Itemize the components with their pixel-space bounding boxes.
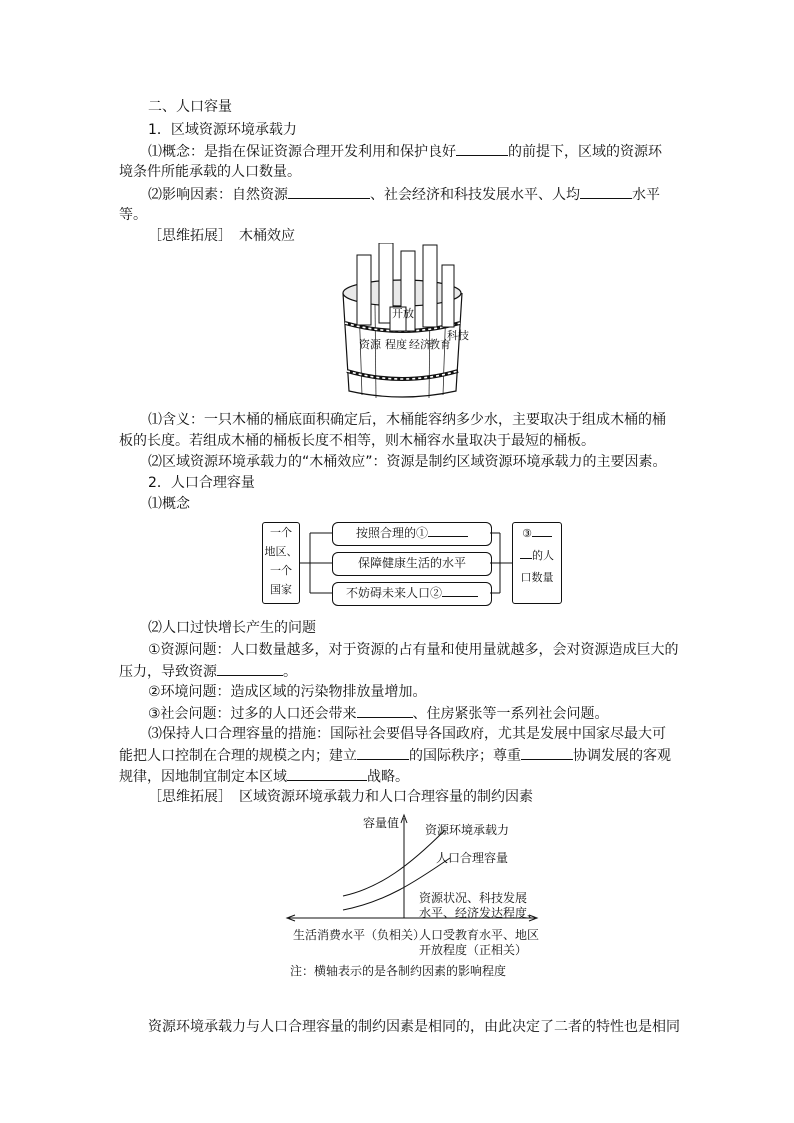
concept-line-1 [148, 141, 662, 162]
y-axis-label: 容量值 [363, 816, 400, 830]
right-label-line-1: 资源状况、科技发展 [419, 891, 528, 905]
blank-ecology[interactable] [456, 141, 508, 156]
blank-human-land[interactable] [521, 745, 573, 760]
measures-line-3 [119, 766, 409, 787]
extension-title-factors: ［思维拓展］ 区域资源环境承载力和人口合理容量的制约因素 [148, 789, 533, 805]
meaning-line-2: 板的长度。若组成木桶的桶板长度不相等，则木桶容水量取决于最短的桶板。 [119, 433, 595, 449]
wooden-barrel-illustration [335, 243, 470, 403]
resource-problem-line-1: ①资源问题：人口数量越多，对于资源的占有量和使用量就越多，会对资源造成巨大的 [148, 642, 679, 658]
diagram-mid-box-1 [332, 522, 492, 546]
diagram-mid-box-2 [332, 552, 492, 576]
measures-line-2 [119, 745, 671, 766]
right-l2-text: 的人 [532, 549, 554, 562]
measures2-text-b: 的国际秩序；尊重 [409, 748, 521, 764]
factors-chart [285, 810, 545, 982]
mid2-text: 保障健康生活的水平 [357, 556, 466, 570]
res2-text-b: 。 [283, 664, 297, 680]
curve1-label: 资源环境承载力 [425, 823, 510, 837]
concept-diagram [262, 520, 562, 608]
right-label-line-4: 开放程度（正相关） [419, 943, 528, 957]
stave-label-tech: 科技 [447, 329, 469, 342]
measures3-text-b: 战略。 [367, 769, 409, 785]
concept2-heading: ⑴概念 [148, 496, 190, 512]
sub-heading-carrying-capacity: 1．区域资源环境承载力 [148, 122, 297, 138]
blank-consumption[interactable] [580, 184, 632, 199]
section-heading: 二、人口容量 [148, 99, 232, 115]
factors-text-c: 水平 [632, 187, 660, 203]
blank-employment[interactable] [357, 703, 413, 718]
concept-line-2: 境条件所能承载的人口数量。 [119, 164, 301, 180]
stave-label-economy: 经济 [409, 338, 431, 351]
measures2-text-c: 协调发展的客观 [573, 748, 671, 764]
left-line-3: 一个 [270, 564, 292, 577]
measures3-text-a: 规律，因地制宜制定本区域 [119, 769, 287, 785]
diagram-right-box [512, 522, 562, 604]
mid3-text: 不妨碍未来人口② [345, 586, 442, 600]
barrel-effect-line: ⑵区域资源环境承载力的“木桶效应”：资源是制约区域资源环境承载力的主要因素。 [148, 454, 667, 470]
problems-heading: ⑵人口过快增长产生的问题 [148, 620, 316, 636]
factors-text-b: 、社会经济和科技发展水平、人均 [370, 187, 580, 203]
chart-note: 注：横轴表示的是各制约因素的影响程度 [290, 964, 507, 978]
right-l1-text: ③ [522, 527, 532, 540]
mid1-text: 按照合理的① [355, 526, 428, 540]
left-line-4: 国家 [270, 583, 292, 596]
right-l3-text: 口数量 [520, 571, 554, 584]
blank-life-standard[interactable] [428, 524, 468, 537]
soc-text-a: ③社会问题：过多的人口还会带来 [148, 706, 357, 722]
concept-text-b: 的前提下，区域的资源环 [508, 144, 662, 160]
concept-text-a: ⑴概念：是指在保证资源合理开发利用和保护良好 [148, 144, 456, 160]
environment-problem-line: ②环境问题：造成区域的污染物排放量增加。 [148, 684, 427, 700]
stave-label-degree: 程度 [385, 338, 407, 351]
meaning-line-1: ⑴含义：一只木桶的桶底面积确定后，木桶能容纳多少水，主要取决于组成木桶的桶 [148, 412, 666, 428]
factors-line-2: 等。 [119, 207, 147, 223]
social-problem-line [148, 703, 609, 724]
last-line: 资源环境承载力与人口合理容量的制约因素是相同的，由此决定了二者的特性也是相同 [148, 1019, 680, 1035]
extension-title-barrel: ［思维拓展］ 木桶效应 [148, 228, 295, 244]
left-axis-label: 生活消费水平（负相关） [293, 928, 426, 942]
blank-population-strategy[interactable] [287, 766, 367, 781]
left-line-1: 一个 [270, 526, 292, 539]
right-label-line-3: 人口受教育水平、地区 [419, 928, 540, 942]
curve2-label: 人口合理容量 [436, 851, 509, 865]
sub-heading-reasonable-capacity: 2．人口合理容量 [148, 475, 255, 491]
soc-text-b: 、住房紧张等一系列社会问题。 [412, 706, 609, 722]
blank-life-quality[interactable] [442, 584, 478, 597]
diagram-mid-box-3 [332, 582, 492, 606]
blank-fair-order[interactable] [357, 745, 409, 760]
curve-carrying-capacity [343, 830, 445, 896]
stave-label-resource: 资源 [359, 338, 381, 351]
blank-shortage[interactable] [217, 661, 283, 676]
stave-label-education: 教育 [429, 338, 451, 351]
stave-label-open-1: 开放 [392, 307, 414, 320]
measures2-text-a: 能把人口控制在合理的规模之内；建立 [119, 748, 357, 764]
blank-resources[interactable] [288, 184, 370, 199]
blank-capacity-cont[interactable] [520, 548, 532, 559]
res2-text-a: 压力，导致资源 [119, 664, 217, 680]
factors-line-1 [148, 184, 660, 205]
blank-capacity[interactable] [532, 526, 552, 537]
measures-line-1: ⑶保持人口合理容量的措施：国际社会要倡导各国政府，尤其是发展中国家尽最大可 [148, 726, 666, 742]
right-label-line-2: 水平、经济发达程度、 [419, 906, 540, 920]
left-line-2: 地区、 [264, 545, 298, 558]
factors-text-a: ⑵影响因素：自然资源 [148, 187, 288, 203]
resource-problem-line-2 [119, 661, 297, 682]
